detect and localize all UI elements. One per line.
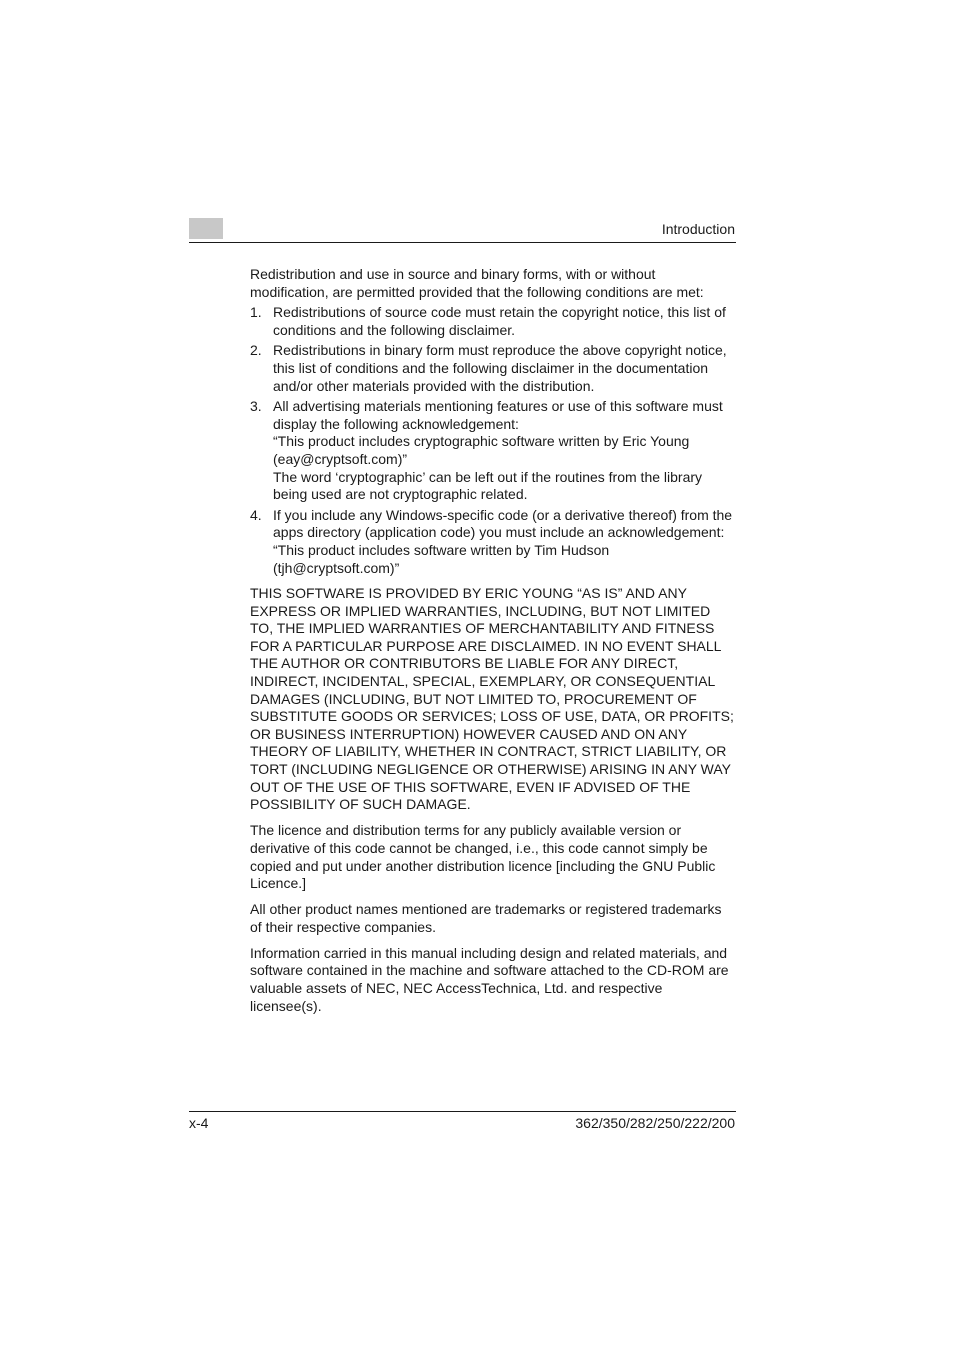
information-paragraph: Information carried in this manual including design and related materials, and software contained in the machine and software attached to the CD-ROM are valuable assets of NEC, NEC AccessTechnica, Ltd. and respective licensee(s).: [250, 944, 729, 1014]
licence-paragraph: The licence and distribution terms for any publicly available version or derivative of this code cannot be changed, i.e., this code cannot simply be copied and put under another distribution licence [including the GNU Public Licence.]: [250, 822, 716, 892]
chapter-tab-block: [189, 218, 223, 239]
list-item-number: 1.: [250, 304, 262, 321]
disclaimer-paragraph: THIS SOFTWARE IS PROVIDED BY ERIC YOUNG “AS IS” AND ANY EXPRESS OR IMPLIED WARRANTIES, INCLUDING, BUT NOT LIMITED TO, THE IMPLIED WARRANTIES OF MERCHANTABILITY AND FITNESS FOR A PARTICULAR PURPOSE ARE DISCLAIMED. IN NO EVENT SHALL THE AUTHOR OR CONTRIBUTORS BE LIABLE FOR ANY DIRECT, INDIRECT, INCIDENTAL, SPECIAL, EXEMPLARY, OR CONSEQUENTIAL DAMAGES (INCLUDING, BUT NOT LIMITED TO, PROCUREMENT OF SUBSTITUTE GOODS OR SERVICES; LOSS OF USE, DATA, OR PROFITS; OR BUSINESS INTERRUPTION) HOWEVER CAUSED AND ON ANY THEORY OF LIABILITY, WHETHER IN CONTRACT, STRICT LIABILITY, OR TORT (INCLUDING NEGLIGENCE OR OTHERWISE) ARISING IN ANY WAY OUT OF THE USE OF THIS SOFTWARE, EVEN IF ADVISED OF THE POSSIBILITY OF SUCH DAMAGE.: [250, 585, 734, 813]
list-item-number: 2.: [250, 342, 262, 359]
page-number: x-4: [189, 1115, 209, 1131]
list-item-number: 3.: [250, 398, 262, 415]
running-header-title: Introduction: [661, 221, 735, 237]
list-item-text: If you include any Windows-specific code (or a derivative thereof) from the apps directory (application code) you must include an acknowledgement:: [273, 506, 733, 541]
list-item-text: Redistributions in binary form must reproduce the above copyright notice, this list of conditions and the following disclaimer in the documentation and/or other materials provided with the distribution.: [273, 342, 727, 394]
list-item: [250, 507, 736, 577]
intro-paragraph: Redistribution and use in source and binary forms, with or without modification, are permitted provided that the following conditions are met:: [250, 266, 704, 300]
footer-rule: [189, 1111, 736, 1112]
list-item-note: The word ‘cryptographic’ can be left out if the routines from the library being used are not cryptographic related.: [273, 468, 703, 503]
list-item-text: Redistributions of source code must retain the copyright notice, this list of conditions and the following disclaimer.: [273, 304, 726, 338]
model-numbers: 362/350/282/250/222/200: [575, 1115, 735, 1131]
conditions-list: [250, 304, 736, 577]
header-rule: [189, 242, 736, 243]
trademarks-paragraph: All other product names mentioned are trademarks or registered trademarks of their respective companies.: [250, 901, 722, 935]
acknowledgement-quote: “This product includes software written by Tim Hudson (tjh@cryptsoft.com)”: [273, 541, 610, 576]
list-item-number: 4.: [250, 506, 262, 523]
list-item-text: All advertising materials mentioning features or use of this software must display the following acknowledgement:: [273, 398, 723, 432]
acknowledgement-quote: “This product includes cryptographic software written by Eric Young (eay@cryptsoft.com)”: [273, 433, 690, 467]
list-item: [250, 398, 736, 504]
list-item: [250, 342, 736, 395]
page-content: [250, 266, 736, 1024]
list-item: [250, 304, 736, 339]
